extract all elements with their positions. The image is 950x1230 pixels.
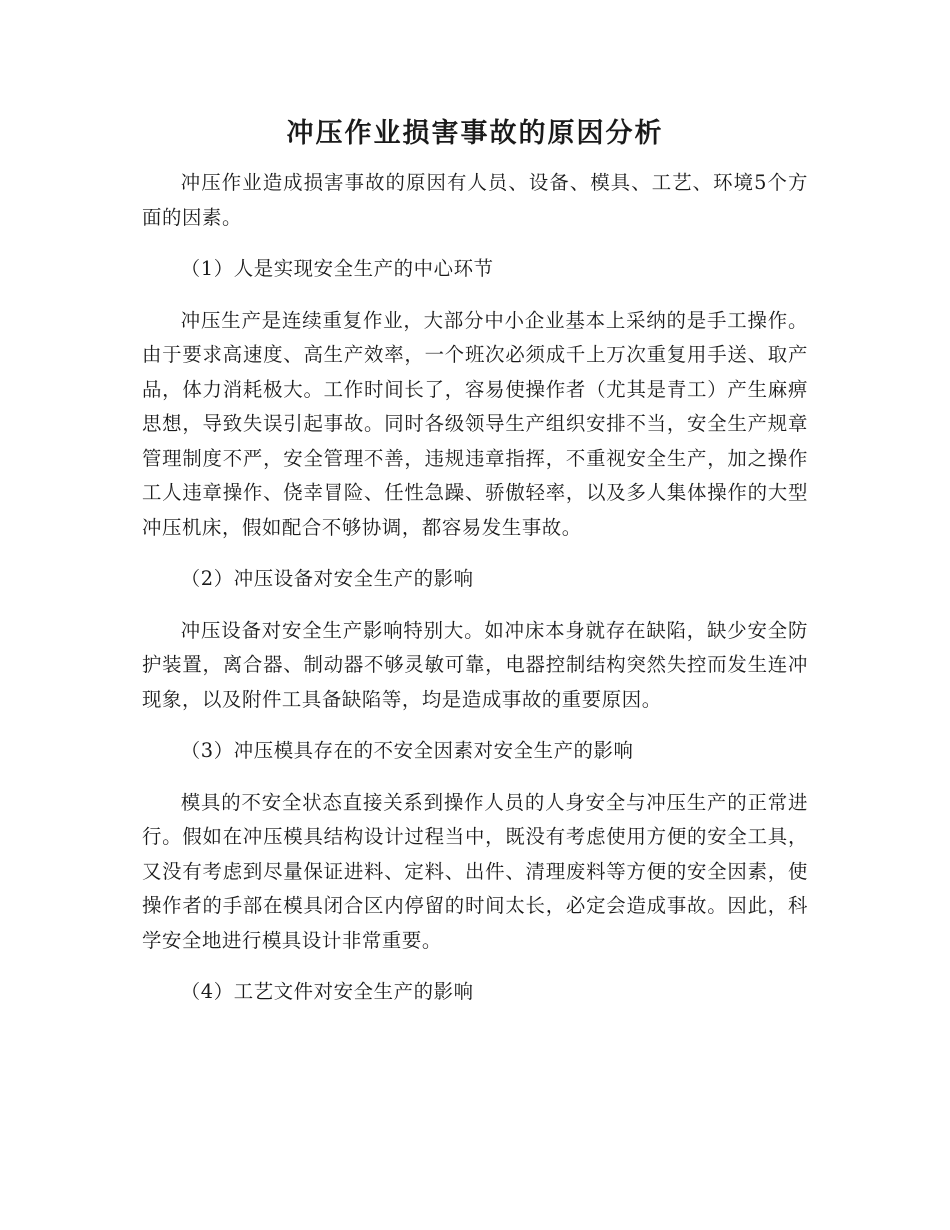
section-heading-2: （2）冲压设备对安全生产的影响 [180, 567, 474, 590]
section-1-paragraph: 冲压生产是连续重复作业，大部分中小企业基本上采纳的是手工操作。由于要求高速度、高生产效率，一个班次必须成千上万次重复用手送、取产品，体力消耗极大。工作时间长了，容易使操作者（尤其是青工）产生麻痹思想，导致失误引起事故。同时各级领导生产组织安排不当，安全生产规章管理制度不严，安全管理不善，违规违章指挥，不重视安全生产，加之操作工人违章操作、侥幸冒险、任性急躁、骄傲轻率，以及多人集体操作的大型冲压机床，假如配合不够协调，都容易发生事故。 [142, 308, 808, 539]
section-heading-1: （1）人是实现安全生产的中心环节 [180, 257, 494, 280]
section-2-paragraph: 冲压设备对安全生产影响特别大。如冲床本身就存在缺陷，缺少安全防护装置，离合器、制动器不够灵敏可靠，电器控制结构突然失控而发生连冲现象，以及附件工具备缺陷等，均是造成事故的重要原因。 [142, 618, 808, 711]
intro-paragraph: 冲压作业造成损害事故的原因有人员、设备、模具、工艺、环境5个方面的因素。 [142, 171, 808, 229]
section-heading-4: （4）工艺文件对安全生产的影响 [180, 980, 474, 1003]
section-3-paragraph: 模具的不安全状态直接关系到操作人员的人身安全与冲压生产的正常进行。假如在冲压模具结构设计过程当中，既没有考虑使用方便的安全工具，又没有考虑到尽量保证进料、定料、出件、清理废料等方便的安全因素，使操作者的手部在模具闭合区内停留的时间太长，必定会造成事故。因此，科学安全地进行模具设计非常重要。 [142, 790, 808, 952]
section-heading-3: （3）冲压模具存在的不安全因素对安全生产的影响 [180, 739, 634, 762]
document-page [142, 112, 808, 1027]
document-title: 冲压作业损害事故的原因分析 [286, 118, 664, 149]
